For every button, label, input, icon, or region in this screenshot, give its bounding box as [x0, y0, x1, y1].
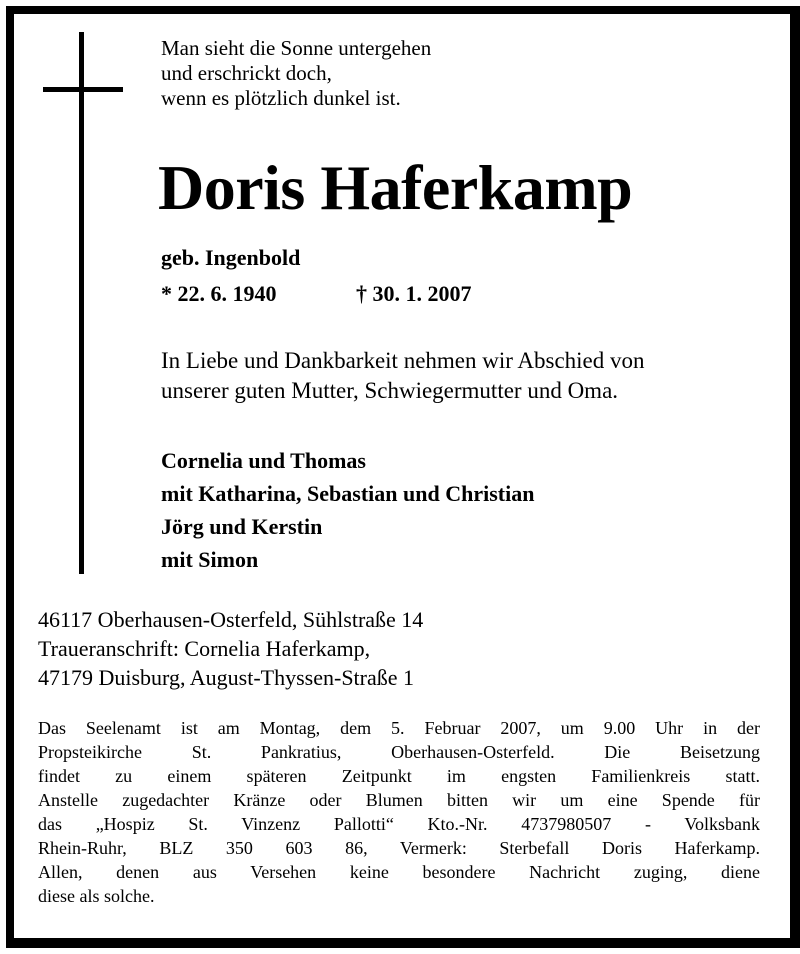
service-notice — [38, 716, 760, 908]
family-line: mit Simon — [161, 547, 259, 572]
maiden-name: geb. Ingenbold — [161, 245, 301, 270]
poem-line: und erschrickt doch, — [161, 61, 332, 85]
notice-line: Anstelle zugedachter Kränze oder Blumen bitten wir um eine Spende für — [38, 790, 760, 810]
death-date: † 30. 1. 2007 — [356, 281, 472, 306]
notice-line: findet zu einem späteren Zeitpunkt im engsten Familienkreis statt. — [38, 766, 760, 786]
family-line: Jörg und Kerstin — [161, 514, 323, 539]
address-line: 46117 Oberhausen-Osterfeld, Sühlstraße 14 — [38, 607, 424, 632]
family-line: mit Katharina, Sebastian und Christian — [161, 481, 535, 506]
mourning-address — [38, 605, 423, 692]
cross-icon — [79, 32, 84, 574]
birth-date: * 22. 6. 1940 — [161, 281, 277, 306]
family-members — [161, 444, 534, 576]
notice-line: Rhein-Ruhr, BLZ 350 603 86, Vermerk: Sterbefall Doris Haferkamp. — [38, 838, 760, 858]
address-line: 47179 Duisburg, August-Thyssen-Straße 1 — [38, 665, 415, 690]
notice-line: Propsteikirche St. Pankratius, Oberhausen-Osterfeld. Die Beisetzung — [38, 742, 760, 762]
poem-line: Man sieht die Sonne untergehen — [161, 36, 432, 60]
deceased-name: Doris Haferkamp — [158, 152, 633, 223]
farewell-message — [161, 346, 645, 406]
address-line: Traueranschrift: Cornelia Haferkamp, — [38, 636, 371, 661]
cross-icon-crossbar — [43, 87, 123, 92]
message-line: unserer guten Mutter, Schwiegermutter und Oma. — [161, 378, 619, 403]
poem-line: wenn es plötzlich dunkel ist. — [161, 86, 401, 110]
notice-line: Das Seelenamt ist am Montag, dem 5. Februar 2007, um 9.00 Uhr in der — [38, 718, 760, 738]
poem-verse — [161, 36, 431, 111]
message-line: In Liebe und Dankbarkeit nehmen wir Abschied von — [161, 348, 645, 373]
notice-line: diese als solche. — [38, 886, 155, 906]
notice-line: Allen, denen aus Versehen keine besondere Nachricht zuging, diene — [38, 862, 760, 882]
life-dates — [161, 280, 472, 308]
notice-line: das „Hospiz St. Vinzenz Pallotti“ Kto.-Nr. 4737980507 - Volksbank — [38, 814, 760, 834]
family-line: Cornelia und Thomas — [161, 448, 366, 473]
